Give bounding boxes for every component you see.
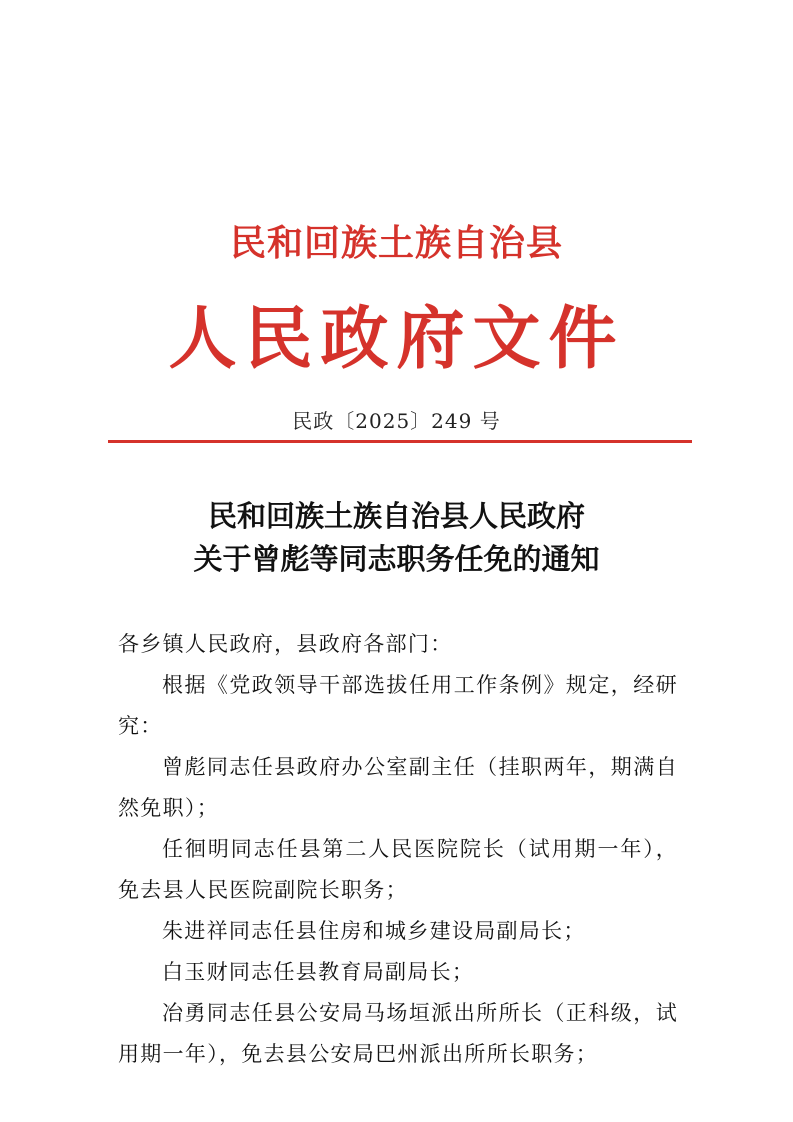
body-paragraph: 朱进祥同志任县住房和城乡建设局副局长；	[162, 919, 586, 943]
document-type-heading: 人民政府文件	[168, 299, 625, 379]
body-paragraph: 根据《党政领导干部选拔任用工作条例》规定，经研究：	[118, 673, 678, 738]
notice-title	[0, 495, 793, 581]
salutation: 各乡镇人民政府，县政府各部门：	[118, 632, 453, 656]
body-paragraph: 冶勇同志任县公安局马场垣派出所所长（正科级，试用期一年），免去县公安局巴州派出所所长职务；	[118, 1001, 678, 1066]
notice-title-line-2: 关于曾彪等同志职务任免的通知	[193, 542, 600, 576]
notice-body	[118, 624, 678, 1075]
issuer-name: 民和回族土族自治县	[229, 222, 563, 264]
body-paragraph: 曾彪同志任县政府办公室副主任（挂职两年，期满自然免职）；	[118, 755, 678, 820]
body-paragraph: 任徊明同志任县第二人民医院院长（试用期一年），免去县人民医院副院长职务；	[118, 837, 678, 902]
notice-title-line-1: 民和回族土族自治县人民政府	[207, 499, 585, 533]
document-number: 民政〔2025〕249 号	[292, 409, 501, 433]
body-paragraph: 白玉财同志任县教育局副局长；	[162, 960, 475, 984]
red-divider-line	[108, 440, 692, 443]
